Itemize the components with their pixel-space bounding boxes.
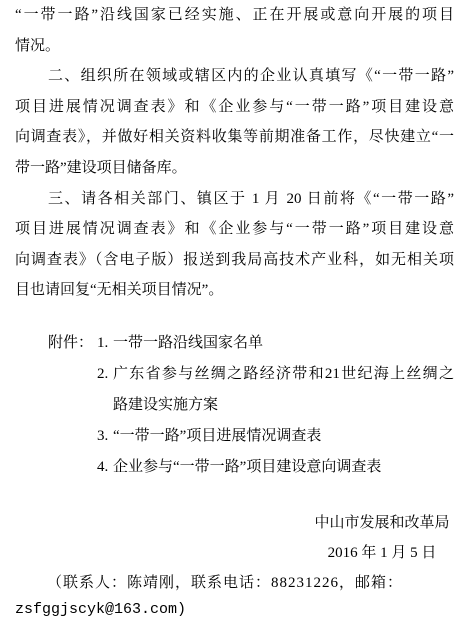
attachment-item-3: [48, 421, 454, 452]
notice-body: [15, 0, 454, 306]
issue-date: 2016 年 1 月 5 日: [327, 545, 437, 561]
paragraph-3-line-4: 目也请回复“无相关项目情况”。: [15, 282, 224, 299]
spacer: [48, 421, 97, 452]
paragraph-3-line-2: 项目进展情况调查表》和《企业参与“一带一路”项目建设意: [15, 221, 454, 238]
attachment-number: 1.: [97, 335, 109, 351]
attachment-item-2-continued: [48, 390, 454, 421]
attachment-title: 一带一路沿线国家名单: [113, 335, 264, 351]
spacer: [48, 452, 97, 483]
attachment-number: 3.: [97, 428, 109, 444]
paragraph-3: [15, 184, 454, 306]
attachment-title: 企业参与“一带一路”项目建设意向调查表: [113, 459, 382, 475]
attachment-title-continued: 路建设实施方案: [113, 397, 219, 413]
paragraph-2-line-4: 带一路”建设项目储备库。: [15, 159, 187, 176]
attachment-item-1: [48, 328, 454, 359]
attachments-list: [48, 328, 454, 483]
signature-block: [309, 508, 455, 568]
paragraph-1-line-1: “一带一路”沿线国家已经实施、正在开展或意向开展的项目: [15, 7, 454, 23]
attachment-title: “一带一路”项目进展情况调查表: [113, 428, 322, 444]
paragraph-1: [15, 0, 454, 61]
spacer: [97, 390, 113, 421]
attachment-title: 广东省参与丝绸之路经济带和21世纪海上丝绸之: [113, 366, 454, 382]
paragraph-3-line-3: 向调查表》（含电子版）报送到我局高技术产业科，如无相关项: [15, 251, 454, 268]
spacer: [48, 390, 97, 421]
attachments-label: 附件：: [48, 335, 94, 351]
paragraph-2-line-1: 二、组织所在领域或辖区内的企业认真填写《“一带一路”: [48, 68, 454, 85]
paragraph-2-line-2: 项目进展情况调查表》和《企业参与“一带一路”项目建设意: [15, 98, 454, 115]
paragraph-1-line-2: 情况。: [15, 37, 61, 54]
attachment-number: 4.: [97, 459, 109, 475]
contact-email: zsfggjscyk@163.com): [15, 601, 187, 618]
attachment-item-4: [48, 452, 454, 483]
paragraph-2-line-3: 向调查表》，并做好相关资料收集等前期准备工作，尽快建立“一: [15, 129, 454, 146]
attachment-item-2: [48, 359, 454, 390]
contact-info-line: （联系人：陈靖刚，联系电话：88231226，邮箱：: [47, 575, 404, 591]
spacer: [48, 359, 97, 390]
paragraph-3-line-1: 三、请各相关部门、镇区于 1 月 20 日前将《“一带一路”: [48, 190, 454, 207]
attachment-number: 2.: [97, 366, 109, 382]
paragraph-2: [15, 61, 454, 183]
issuing-authority: 中山市发展和改革局: [314, 515, 450, 531]
